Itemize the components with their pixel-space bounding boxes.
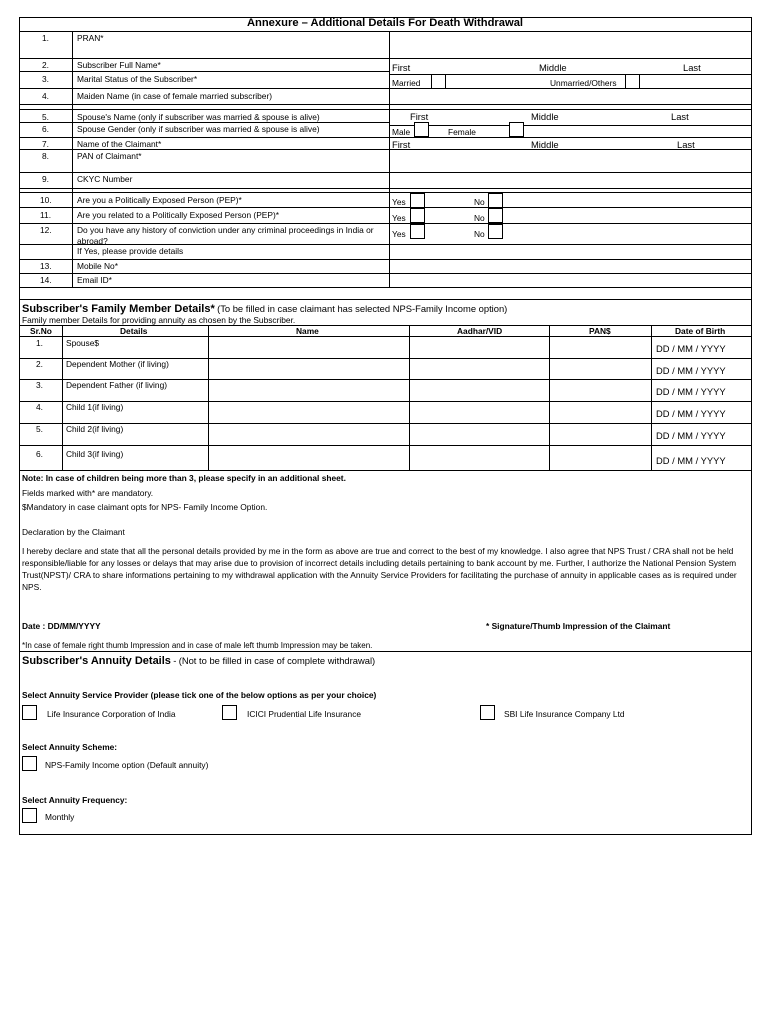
annuity-heading: Subscriber's Annuity Details - (Not to be filled in case of complete withdrawal) bbox=[22, 655, 376, 667]
declaration-text: I hereby declare and state that all the personal details provided by me in the form as above are true and correct to the best of my knowledge. I also agree that NPS Trust / CRA shall not be held responsible/liable for any losses or delays that may arise due to provision of incorrect details including details pertaining to bank account by me. Further, I authorize the National Pension System Trust(NPST)/ CRA to share informations pertaining to my withdrawal application with the Annuity Service Providers for facilitating the purchase of annuity in applicable cases as is required under NPS. bbox=[22, 546, 737, 592]
conviction-yes-checkbox[interactable] bbox=[410, 224, 425, 239]
form-title: Annexure – Additional Details For Death Withdrawal bbox=[246, 17, 524, 29]
family-row-detail: Child 2(if living) bbox=[66, 424, 124, 434]
provider-label: Select Annuity Service Provider (please tick one of the below options as per your choice) bbox=[22, 690, 377, 700]
frequency-label: Select Annuity Frequency: bbox=[22, 795, 128, 805]
family-row-number: 3. bbox=[36, 380, 43, 390]
row-number: 10. bbox=[40, 195, 52, 205]
spouse-first-name[interactable]: First bbox=[410, 111, 429, 122]
row-number: 8. bbox=[42, 151, 49, 161]
subscriber-middle-name[interactable]: Middle bbox=[539, 62, 567, 73]
declaration-date[interactable]: Date : DD/MM/YYYY bbox=[22, 621, 101, 631]
children-note: Note: In case of children being more than 3, please specify in an additional sheet. bbox=[22, 473, 346, 483]
unmarried-label: Unmarried/Others bbox=[550, 78, 617, 88]
maiden-name-label: Maiden Name (in case of female married subscriber) bbox=[77, 91, 273, 101]
thumb-note: *In case of female right thumb Impression and in case of male left thumb Impression may be taken. bbox=[22, 641, 373, 650]
claimant-pan-label: PAN of Claimant* bbox=[77, 151, 142, 161]
male-label: Male bbox=[392, 127, 411, 137]
col-details: Details bbox=[120, 326, 148, 336]
claimant-first-name[interactable]: First bbox=[392, 139, 411, 150]
row-number: 11. bbox=[40, 210, 52, 220]
family-row-detail: Child 3(if living) bbox=[66, 449, 124, 459]
pep-related-label: Are you related to a Politically Exposed Person (PEP)* bbox=[77, 210, 280, 220]
scheme-label: Select Annuity Scheme: bbox=[22, 742, 118, 752]
pep-no-label: No bbox=[474, 197, 485, 207]
nps-family-label: NPS-Family Income option (Default annuity) bbox=[45, 760, 209, 770]
col-dob: Date of Birth bbox=[675, 326, 726, 336]
family-row-dob[interactable]: DD / MM / YYYY bbox=[656, 430, 726, 441]
family-row-number: 4. bbox=[36, 402, 43, 412]
family-row-number: 1. bbox=[36, 338, 43, 348]
married-label: Married bbox=[392, 78, 421, 88]
family-row-dob[interactable]: DD / MM / YYYY bbox=[656, 386, 726, 397]
row-number: 2. bbox=[42, 60, 49, 70]
family-row-dob[interactable]: DD / MM / YYYY bbox=[656, 408, 726, 419]
pep-label: Are you a Politically Exposed Person (PEP)* bbox=[77, 195, 242, 205]
icici-checkbox[interactable] bbox=[222, 705, 237, 720]
conviction-no-checkbox[interactable] bbox=[488, 224, 503, 239]
family-row-detail: Child 1(if living) bbox=[66, 402, 124, 412]
married-checkbox[interactable] bbox=[431, 74, 446, 89]
family-row-number: 5. bbox=[36, 424, 43, 434]
sbi-checkbox[interactable] bbox=[480, 705, 495, 720]
family-row-number: 2. bbox=[36, 359, 43, 369]
family-subnote: Family member Details for providing annuity as chosen by the Subscriber. bbox=[22, 315, 296, 325]
male-checkbox[interactable] bbox=[414, 122, 429, 137]
mandatory-note: Fields marked with* are mandatory. bbox=[22, 488, 154, 498]
conviction-no-label: No bbox=[474, 229, 485, 239]
marital-status-label: Marital Status of the Subscriber* bbox=[77, 74, 198, 84]
row-number: 4. bbox=[42, 91, 49, 101]
family-heading: Subscriber's Family Member Details* (To be filled in case claimant has selected NPS-Family Income option) bbox=[22, 303, 508, 315]
icici-label: ICICI Prudential Life Insurance bbox=[247, 709, 362, 719]
conviction-label: Do you have any history of conviction under any criminal proceedings in India or abroad? If Yes, please provide details bbox=[77, 225, 374, 256]
sbi-label: SBI Life Insurance Company Ltd bbox=[504, 709, 625, 719]
spouse-gender-label: Spouse Gender (only if subscriber was married & spouse is alive) bbox=[77, 124, 320, 134]
pep-related-no-checkbox[interactable] bbox=[488, 208, 503, 223]
claimant-name-label: Name of the Claimant* bbox=[77, 139, 162, 149]
declaration-heading: Declaration by the Claimant bbox=[22, 527, 125, 537]
row-number: 3. bbox=[42, 74, 49, 84]
row-number: 12. bbox=[40, 225, 52, 235]
pep-no-checkbox[interactable] bbox=[488, 193, 503, 208]
col-srno: Sr.No bbox=[30, 326, 52, 336]
pep-related-no-label: No bbox=[474, 213, 485, 223]
nps-family-checkbox[interactable] bbox=[22, 756, 37, 771]
female-label: Female bbox=[448, 127, 476, 137]
row-number: 13. bbox=[40, 261, 52, 271]
monthly-checkbox[interactable] bbox=[22, 808, 37, 823]
claimant-middle-name[interactable]: Middle bbox=[531, 139, 559, 150]
family-row-dob[interactable]: DD / MM / YYYY bbox=[656, 365, 726, 376]
family-row-dob[interactable]: DD / MM / YYYY bbox=[656, 455, 726, 466]
mobile-label: Mobile No* bbox=[77, 261, 118, 271]
family-row-detail: Dependent Mother (if living) bbox=[66, 359, 169, 369]
family-row-detail: Spouse$ bbox=[66, 338, 100, 348]
female-checkbox[interactable] bbox=[509, 122, 524, 137]
col-aadhar: Aadhar/VID bbox=[457, 326, 503, 336]
email-label: Email ID* bbox=[77, 275, 112, 285]
spouse-middle-name[interactable]: Middle bbox=[531, 111, 559, 122]
subscriber-first-name[interactable]: First bbox=[392, 62, 411, 73]
row-number: 5. bbox=[42, 112, 49, 122]
pep-yes-checkbox[interactable] bbox=[410, 193, 425, 208]
conviction-yes-label: Yes bbox=[392, 229, 406, 239]
row-number: 6. bbox=[42, 124, 49, 134]
subscriber-last-name[interactable]: Last bbox=[683, 62, 701, 73]
lic-label: Life Insurance Corporation of India bbox=[47, 709, 176, 719]
monthly-label: Monthly bbox=[45, 812, 75, 822]
pran-label: PRAN* bbox=[77, 33, 104, 43]
spouse-name-label: Spouse's Name (only if subscriber was married & spouse is alive) bbox=[77, 112, 320, 122]
col-pan: PAN$ bbox=[589, 326, 611, 336]
pep-yes-label: Yes bbox=[392, 197, 406, 207]
ckyc-label: CKYC Number bbox=[77, 174, 133, 184]
claimant-last-name[interactable]: Last bbox=[677, 139, 695, 150]
pep-related-yes-label: Yes bbox=[392, 213, 406, 223]
lic-checkbox[interactable] bbox=[22, 705, 37, 720]
row-number: 1. bbox=[42, 33, 49, 43]
unmarried-checkbox[interactable] bbox=[625, 74, 640, 89]
spouse-last-name[interactable]: Last bbox=[671, 111, 689, 122]
row-number: 7. bbox=[42, 139, 49, 149]
family-row-number: 6. bbox=[36, 449, 43, 459]
row-number: 9. bbox=[42, 174, 49, 184]
family-row-detail: Dependent Father (if living) bbox=[66, 380, 168, 390]
col-name: Name bbox=[296, 326, 319, 336]
claimant-signature[interactable]: * Signature/Thumb Impression of the Claimant bbox=[486, 621, 671, 631]
pep-related-yes-checkbox[interactable] bbox=[410, 208, 425, 223]
row-number: 14. bbox=[40, 275, 52, 285]
family-row-dob[interactable]: DD / MM / YYYY bbox=[656, 343, 726, 354]
subscriber-name-label: Subscriber Full Name* bbox=[77, 60, 161, 70]
dollar-note: $Mandatory in case claimant opts for NPS- Family Income Option. bbox=[22, 502, 268, 512]
